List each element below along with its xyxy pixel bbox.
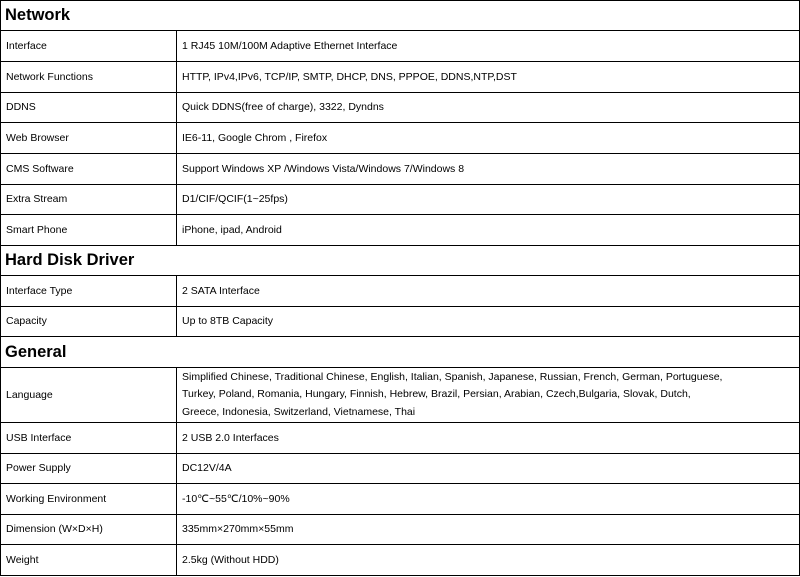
row-label: Weight xyxy=(1,545,177,576)
row-label: Working Environment xyxy=(1,484,177,515)
table-row xyxy=(1,215,800,246)
table-row xyxy=(1,276,800,307)
value-line: Greece, Indonesia, Switzerland, Vietnamese, Thai xyxy=(182,405,416,418)
row-value xyxy=(177,368,800,423)
table-row xyxy=(1,368,800,423)
table-row xyxy=(1,454,800,484)
row-label: Power Supply xyxy=(1,454,177,484)
row-value: 335mm×270mm×55mm xyxy=(177,515,800,545)
row-value: iPhone, ipad, Android xyxy=(177,215,800,246)
row-value: DC12V/4A xyxy=(177,454,800,484)
table-row xyxy=(1,515,800,545)
row-value: D1/CIF/QCIF(1~25fps) xyxy=(177,185,800,215)
row-value: 2 USB 2.0 Interfaces xyxy=(177,423,800,454)
table-row xyxy=(1,93,800,123)
row-label: Extra Stream xyxy=(1,185,177,215)
row-value: 2 SATA Interface xyxy=(177,276,800,307)
table-row xyxy=(1,31,800,62)
row-label: USB Interface xyxy=(1,423,177,454)
table-row xyxy=(1,62,800,93)
section-header-network xyxy=(1,1,800,31)
section-title: Network xyxy=(1,1,800,31)
row-label: Interface Type xyxy=(1,276,177,307)
row-label: Dimension (W×D×H) xyxy=(1,515,177,545)
table-row xyxy=(1,307,800,337)
table-row xyxy=(1,423,800,454)
row-label: DDNS xyxy=(1,93,177,123)
row-value: Support Windows XP /Windows Vista/Windows 7/Windows 8 xyxy=(177,154,800,185)
value-line: Turkey, Poland, Romania, Hungary, Finnish, Hebrew, Brazil, Persian, Arabian, Czech,Bulgaria, Slovak, Dutch, xyxy=(182,388,691,401)
table-row xyxy=(1,185,800,215)
row-value: Quick DDNS(free of charge), 3322, Dyndns xyxy=(177,93,800,123)
section-header-general xyxy=(1,337,800,368)
row-value: HTTP, IPv4,IPv6, TCP/IP, SMTP, DHCP, DNS, PPPOE, DDNS,NTP,DST xyxy=(177,62,800,93)
table-row xyxy=(1,154,800,185)
row-label: CMS Software xyxy=(1,154,177,185)
table-row xyxy=(1,484,800,515)
section-title: Hard Disk Driver xyxy=(1,246,800,276)
row-value: IE6-11, Google Chrom , Firefox xyxy=(177,123,800,154)
row-label: Web Browser xyxy=(1,123,177,154)
row-value: 2.5kg (Without HDD) xyxy=(177,545,800,576)
section-title: General xyxy=(1,337,800,368)
table-row xyxy=(1,545,800,576)
row-value: Up to 8TB Capacity xyxy=(177,307,800,337)
row-label: Smart Phone xyxy=(1,215,177,246)
value-line: Simplified Chinese, Traditional Chinese, English, Italian, Spanish, Japanese, Russian, French, German, Portuguese, xyxy=(182,370,723,383)
row-label: Network Functions xyxy=(1,62,177,93)
table-row xyxy=(1,123,800,154)
row-label: Interface xyxy=(1,31,177,62)
row-label: Capacity xyxy=(1,307,177,337)
section-header-hard-disk-driver xyxy=(1,246,800,276)
row-label: Language xyxy=(1,368,177,423)
row-value: 1 RJ45 10M/100M Adaptive Ethernet Interface xyxy=(177,31,800,62)
row-value: -10℃~55℃/10%~90% xyxy=(177,484,800,515)
